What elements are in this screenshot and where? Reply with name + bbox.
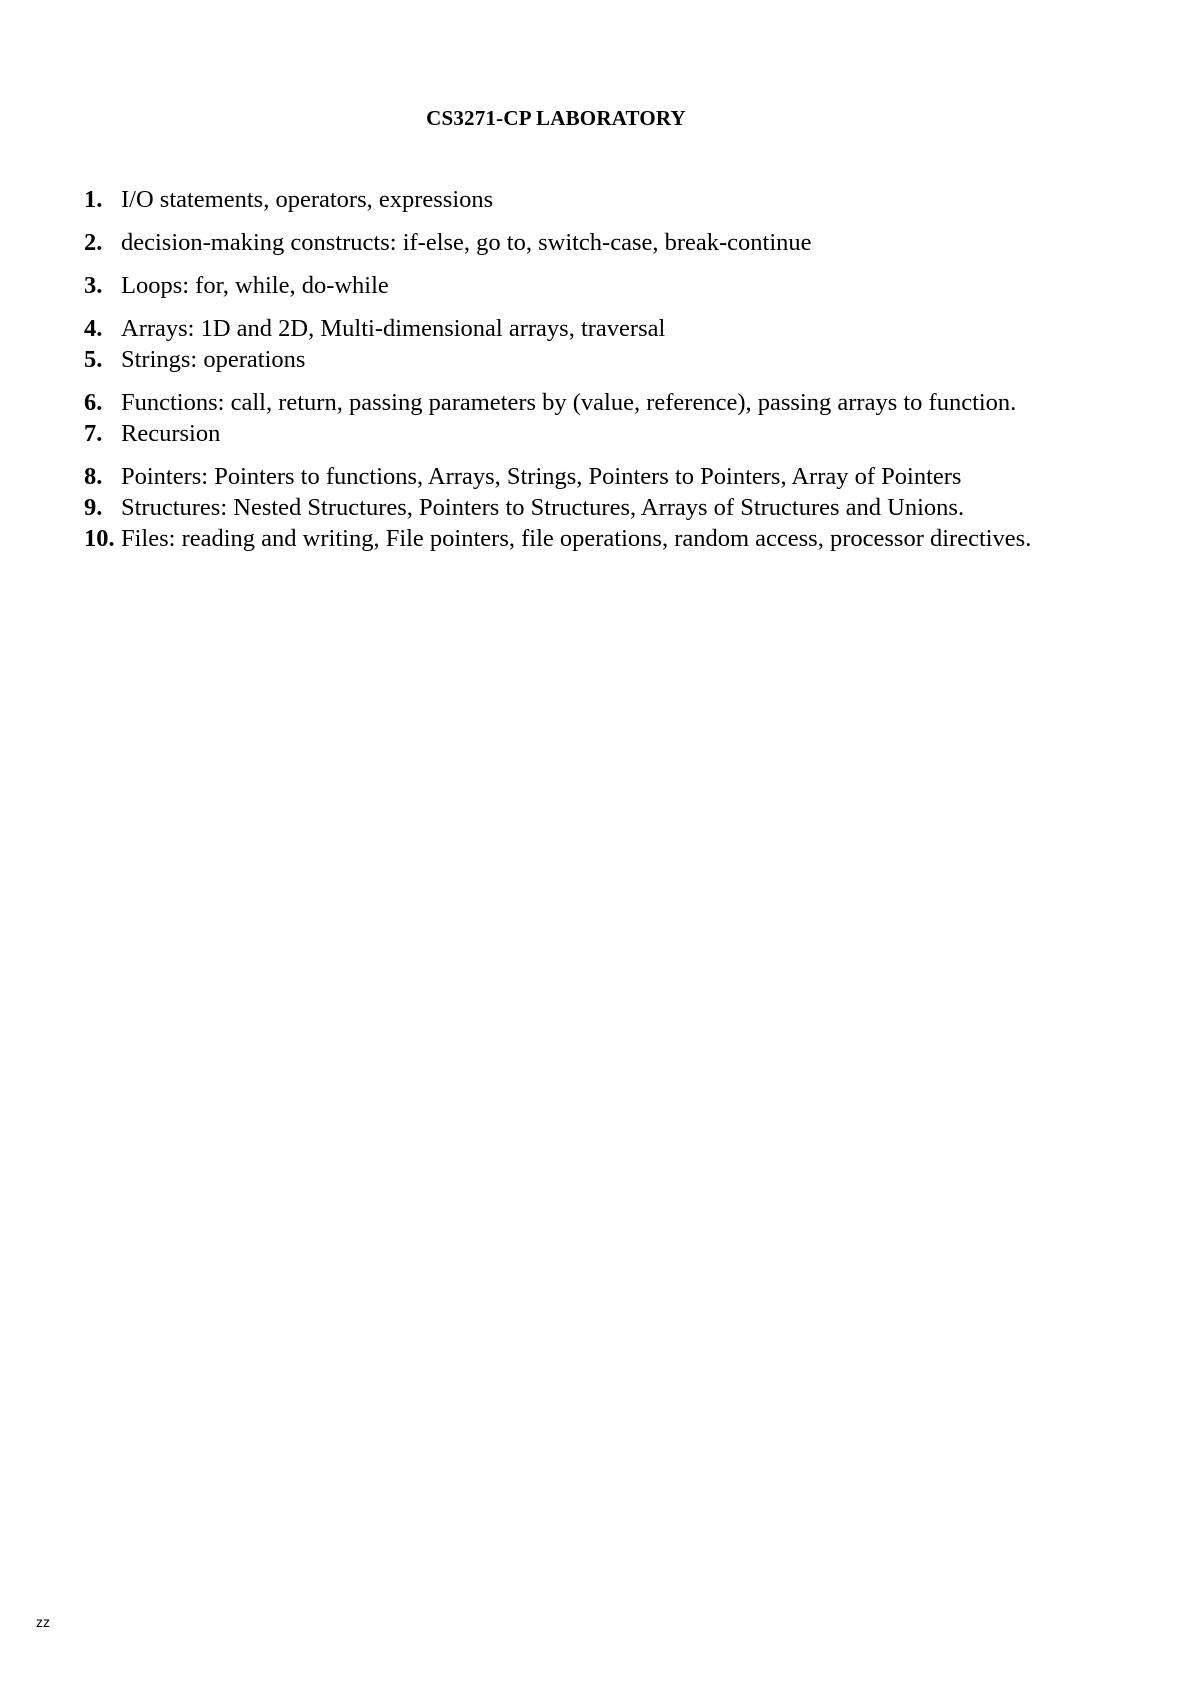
list-item-number: 3.	[84, 272, 103, 299]
list-item-text: Arrays: 1D and 2D, Multi-dimensional arrays, traversal	[121, 315, 666, 342]
footer-mark: zz	[36, 1614, 50, 1630]
list-item-number: 6.	[84, 389, 103, 416]
list-item	[84, 313, 1094, 345]
list-item	[84, 344, 1094, 376]
lab-topic-list	[84, 184, 1094, 555]
list-item-number: 2.	[84, 229, 103, 256]
list-item	[84, 184, 1094, 216]
list-item-text: decision-making constructs: if-else, go to, switch-case, break-continue	[121, 229, 812, 256]
list-item-number: 4.	[84, 315, 103, 342]
list-item-number: 1.	[84, 186, 103, 213]
list-item	[84, 270, 1094, 302]
list-item-text: Strings: operations	[121, 346, 306, 373]
list-item-number: 10.	[84, 525, 115, 552]
list-item	[84, 492, 1094, 524]
list-item	[84, 418, 1094, 450]
list-item-number: 9.	[84, 494, 103, 521]
list-item	[84, 523, 1094, 555]
list-item-number: 5.	[84, 346, 103, 373]
list-item-text: Recursion	[121, 420, 221, 447]
list-item	[84, 387, 1094, 419]
list-item-number: 8.	[84, 463, 103, 490]
list-item-text: Loops: for, while, do-while	[121, 272, 389, 299]
list-item-text: Pointers: Pointers to functions, Arrays, Strings, Pointers to Pointers, Array of Pointers	[121, 463, 962, 490]
page-title: CS3271-CP LABORATORY	[426, 106, 686, 130]
list-item-text: Files: reading and writing, File pointers, file operations, random access, processor directives.	[121, 525, 1032, 552]
list-item	[84, 461, 1094, 493]
list-item-text: Structures: Nested Structures, Pointers to Structures, Arrays of Structures and Unions.	[121, 494, 965, 521]
list-item-number: 7.	[84, 420, 103, 447]
list-item-text: Functions: call, return, passing parameters by (value, reference), passing arrays to function.	[121, 389, 1017, 416]
list-item-text: I/O statements, operators, expressions	[121, 186, 494, 213]
list-item	[84, 227, 1094, 259]
